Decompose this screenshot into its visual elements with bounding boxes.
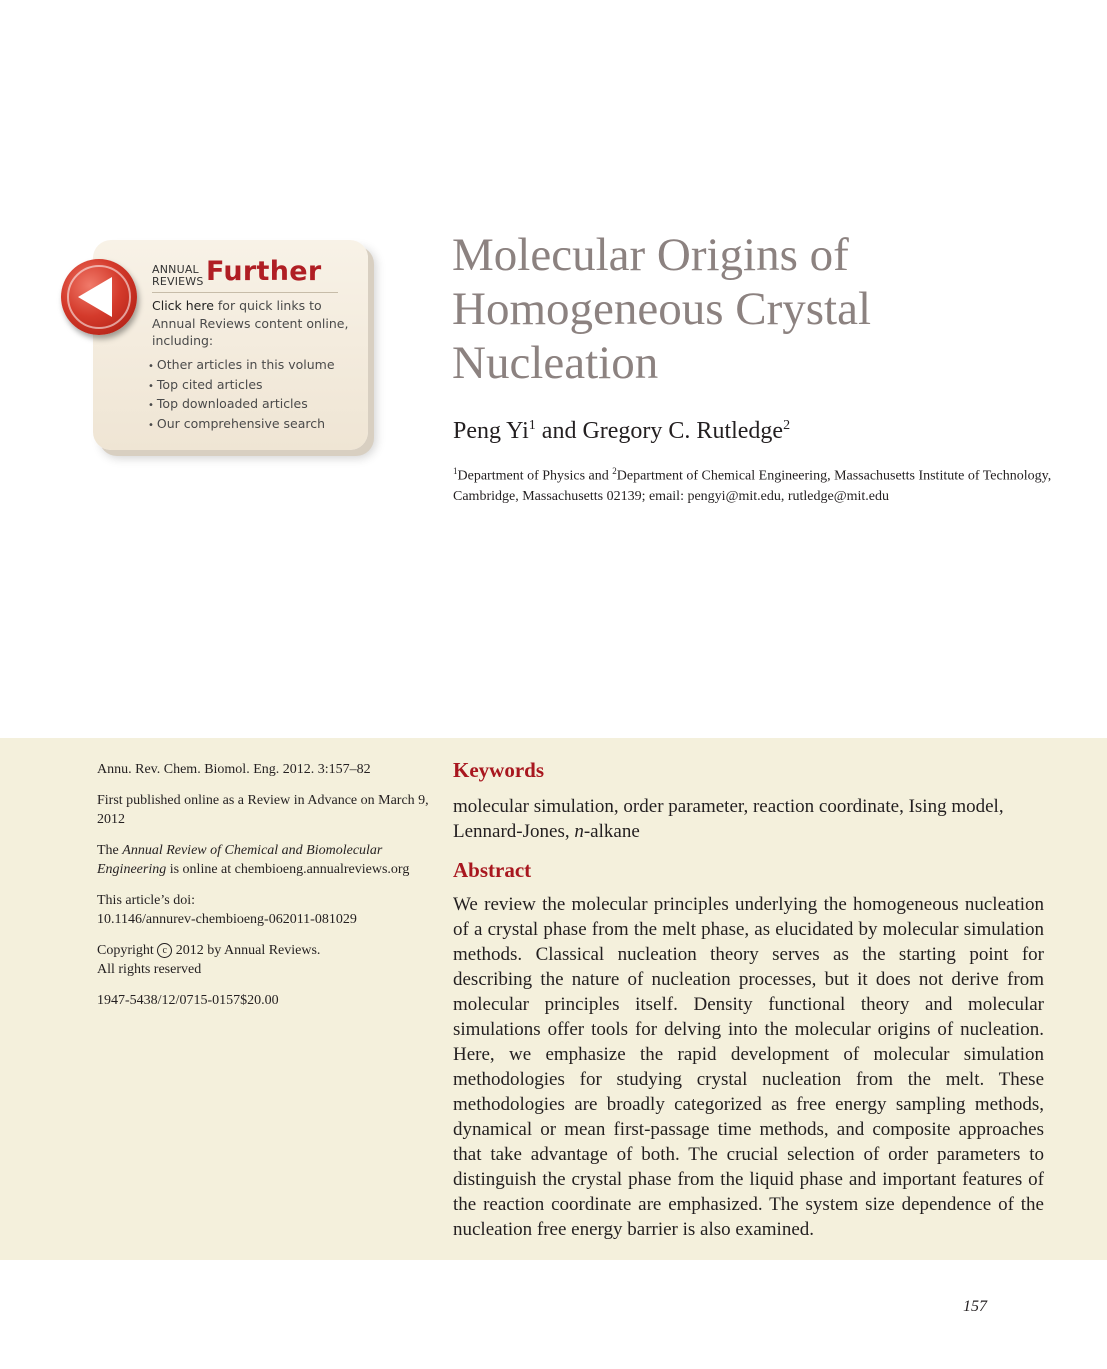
brand-divider	[152, 292, 338, 293]
keywords-text: molecular simulation, order parameter, reaction coordinate, Ising model, Lennard-Jones,	[453, 796, 1004, 842]
article-metadata	[97, 760, 432, 1022]
journal-info	[97, 841, 432, 879]
keywords-heading: Keywords	[453, 758, 544, 782]
keywords-italic-n: n	[574, 821, 584, 842]
copyright-icon: c	[157, 943, 172, 958]
further-link-top-cited[interactable]: • Top cited articles	[148, 376, 335, 396]
author-list	[453, 418, 790, 445]
doi-label: This article’s doi:	[97, 893, 195, 908]
abstract-heading: Abstract	[453, 858, 532, 882]
further-link-top-downloaded[interactable]: • Top downloaded articles	[148, 395, 335, 415]
author-1-affil: 1	[528, 418, 536, 433]
journal-url[interactable]: is online at chembioeng.annualreviews.org	[166, 862, 410, 877]
further-link-other-articles[interactable]: • Other articles in this volume	[148, 356, 335, 376]
issn: 1947-5438/12/0715-0157$20.00	[97, 993, 279, 1008]
journal-name: Annual Review of Chemical and Biomolecular Engineering	[97, 843, 383, 877]
rights-reserved: All rights reserved	[97, 962, 202, 977]
annual-reviews-wordmark	[152, 264, 204, 288]
article-title	[452, 228, 1012, 390]
further-description-text: for quick links to Annual Reviews content online, including:	[152, 298, 349, 348]
doi-value[interactable]: 10.1146/annurev-chembioeng-062011-081029	[97, 912, 357, 927]
author-1: Peng Yi	[453, 418, 529, 444]
first-published: First published online as a Review in Advance on March 9, 2012	[97, 793, 429, 827]
click-here-link[interactable]: Click here	[152, 298, 214, 313]
citation: Annu. Rev. Chem. Biomol. Eng. 2012. 3:157–82	[97, 762, 371, 777]
page-number: 157	[963, 1298, 987, 1315]
brand-further: Further	[206, 256, 322, 287]
title-line-1: Molecular Origins of	[452, 229, 849, 281]
author-2: Gregory C. Rutledge	[582, 418, 784, 444]
further-links-list	[148, 356, 335, 434]
arrow-left-icon	[72, 272, 132, 322]
affil-text-2: Department of Chemical Engineering, Massachusetts Institute of Technology, Cambridge, Massachusetts 02139; email: pengyi@mit.edu, rutledge@mit.edu	[453, 468, 1052, 504]
further-link-search[interactable]: • Our comprehensive search	[148, 415, 335, 435]
copyright-suffix: 2012 by Annual Reviews.	[172, 943, 321, 958]
title-line-3: Nucleation	[452, 337, 659, 389]
affil-text-1: Department of Physics and	[457, 468, 613, 484]
journal-prefix: The	[97, 843, 123, 858]
affil-marker-2: 2	[612, 466, 617, 476]
copyright-block	[97, 941, 432, 979]
further-description	[152, 297, 352, 350]
author-2-affil: 2	[783, 418, 791, 433]
abstract-text: We review the molecular principles underlying the homogeneous nucleation of a crystal phase from the melt phase, as elucidated by molecular simulation methods. Classical nucleation theory serves as the starting point for describing the nature of nucleation processes, but it does not derive from molecular principles itself. Density functional theory and molecular simulations offer tools for delving into the molecular origins of nucleation. Here, we emphasize the rapid development of molecular simulation methodologies for studying crystal nucleation from the melt. These methodologies are broadly categorized as free energy sampling methods, dynamical or mean first-passage time methods, and composite approaches that take advantage of both. The crucial selection of order parameters to distinguish the crystal phase from the liquid phase and important features of the reaction coordinate are emphasized. The system size dependence of the nucleation free energy barrier is also examined.	[453, 894, 1044, 1240]
affil-marker-1: 1	[453, 466, 458, 476]
affiliations	[453, 461, 1053, 507]
copyright-prefix: Copyright	[97, 943, 158, 958]
title-line-2: Homogeneous Crystal	[452, 283, 872, 335]
author-and: and	[535, 418, 583, 444]
keywords-text-end: -alkane	[583, 821, 640, 842]
doi-block	[97, 891, 432, 929]
keywords-list	[453, 794, 1053, 844]
brand-reviews: REVIEWS	[152, 275, 204, 288]
brand-annual: ANNUAL	[152, 263, 199, 276]
